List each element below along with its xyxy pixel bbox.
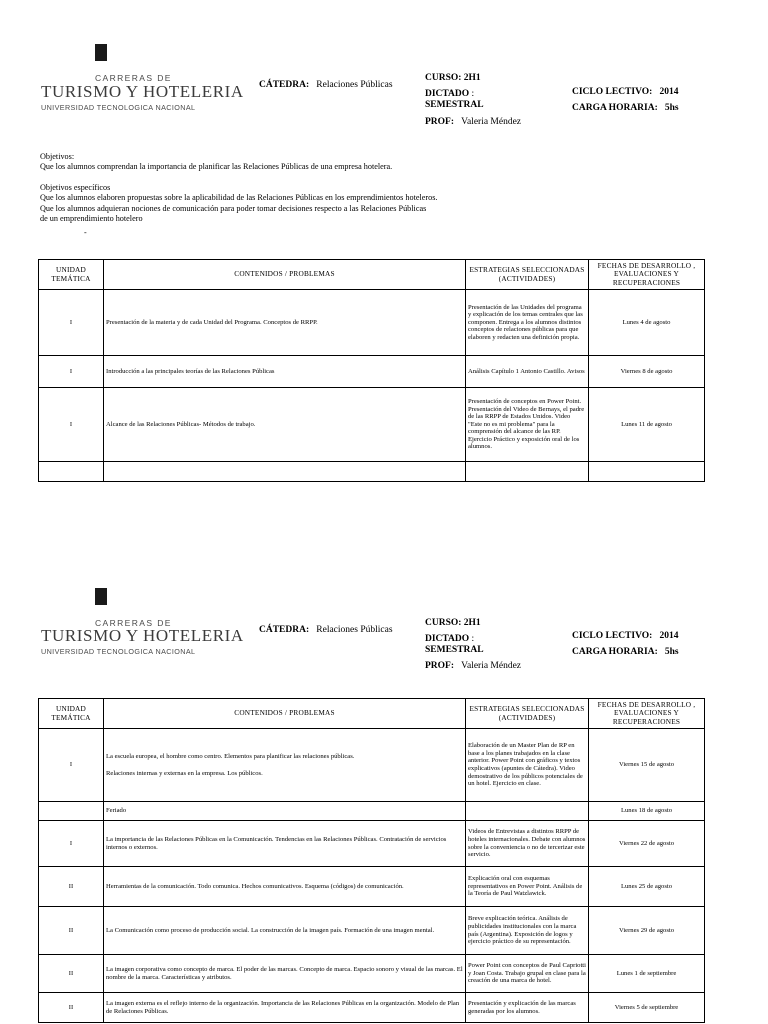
row-strategy: Presentación de las Unidades del programa y explicación de los temas centrales que las componen. Entrega a los alumnos distintos conceptos de relaciones públicas para que elaboren y redacten una definición propia.	[466, 290, 589, 356]
header-strategies: ESTRATEGIAS SELECCIONADAS (ACTIVIDADES)	[466, 699, 589, 729]
row-unit: I	[39, 388, 104, 462]
row-unit: II	[39, 907, 104, 955]
table-row	[39, 821, 705, 867]
curso: CURSO: 2H1	[425, 618, 481, 628]
row-content	[104, 462, 466, 482]
row-strategy: Breve explicación teórica. Análisis de publicidades institucionales con la marca país (Argentina). Exposición de logos y ejercicio práctico de su representación.	[466, 907, 589, 955]
logo-mark-icon	[95, 588, 107, 605]
row-content: Introducción a las principales teorías de las Relaciones Públicas	[104, 356, 466, 388]
row-content: La imagen corporativa como concepto de marca. El poder de las marcas. Concepto de marca. Espacio sonoro y visual de las marcas. El nombre de la marca. Características y atributos.	[104, 955, 466, 993]
plan-table-page-2	[38, 698, 705, 1023]
header-strategies: ESTRATEGIAS SELECCIONADAS (ACTIVIDADES)	[466, 260, 589, 290]
header-dates: FECHAS DE DESARROLLO , EVALUACIONES Y RECUPERACIONES	[589, 260, 705, 290]
row-date: Lunes 1 de septiembre	[589, 955, 705, 993]
ciclo-lectivo: CICLO LECTIVO: 2014	[572, 631, 679, 641]
table-row-empty	[39, 462, 705, 482]
row-date	[589, 462, 705, 482]
header-contents: CONTENIDOS / PROBLEMAS	[104, 260, 466, 290]
dictado-value: SEMESTRAL	[425, 645, 484, 655]
table-row	[39, 907, 705, 955]
table-row	[39, 729, 705, 802]
catedra: CÁTEDRA: Relaciones Públicas	[259, 625, 393, 635]
table-header-row	[39, 699, 705, 729]
prof: PROF: Valeria Méndez	[425, 117, 522, 127]
row-strategy: Power Point con conceptos de Paul Capriotti y Joan Costa. Trabajo grupal en clase para la creación de una marca de hotel.	[466, 955, 589, 993]
row-content-b: Relaciones internas y externas en la empresa. Los públicos.	[106, 769, 263, 777]
curso: CURSO: 2H1	[425, 73, 481, 83]
objective-specific-2a: Que los alumnos adquieran nociones de comunicación para poder tomar decisiones respecto a las Relaciones Públicas	[40, 203, 427, 213]
objectives-block	[40, 152, 540, 224]
row-strategy: Análisis Capítulo 1 Antonio Castillo. Avisos	[466, 356, 589, 388]
table-header-row	[39, 260, 705, 290]
objective-general: Que los alumnos comprendan la importancia de planificar las Relaciones Públicas de una empresa hotelera.	[40, 162, 393, 172]
dictado-value: SEMESTRAL	[425, 100, 484, 110]
row-strategy: Videos de Entrevistas a distintos RRPP de hoteles internacionales. Debate con alumnos sobre la conveniencia o no de tercerizar este servicio.	[466, 821, 589, 867]
objective-specific-2b: de un emprendimiento hotelero	[40, 214, 143, 224]
row-unit	[39, 802, 104, 821]
row-strategy: Presentación y explicación de las marcas generadas por los alumnos.	[466, 993, 589, 1023]
objectives-title: Objetivos:	[40, 152, 75, 161]
carga-horaria: CARGA HORARIA: 5hs	[572, 103, 679, 113]
row-unit	[39, 462, 104, 482]
table-row	[39, 388, 705, 462]
carga-horaria: CARGA HORARIA: 5hs	[572, 647, 679, 657]
row-strategy	[466, 802, 589, 821]
row-date: Lunes 25 de agosto	[589, 867, 705, 907]
catedra: CÁTEDRA: Relaciones Públicas	[259, 80, 393, 90]
row-content: La imagen externa es el reflejo interno de la organización. Importancia de las Relaciones Públicas en la organización. Modelo de Plan de Relaciones Públicas.	[104, 993, 466, 1023]
table-row	[39, 802, 705, 821]
objectives-specific-title: Objetivos específicos	[40, 182, 111, 192]
row-date: Viernes 5 de septiembre	[589, 993, 705, 1023]
table-row	[39, 993, 705, 1023]
row-strategy: Presentación de conceptos en Power Point. Presentación del Video de Bernays, el padre de las RRPP de Estados Unidos. Video "Este no es mi problema" para la comprensión del alcance de las RP. Ejercicio Práctico y exposición oral de los alumnos.	[466, 388, 589, 462]
objective-specific-1: Que los alumnos elaboren propuestas sobre la aplicabilidad de las Relaciones Públicas en los emprendimientos hoteleros.	[40, 193, 438, 203]
logo-line-2: TURISMO Y HOTELERIA	[41, 626, 244, 645]
prof: PROF: Valeria Méndez	[425, 661, 522, 671]
row-unit: I	[39, 821, 104, 867]
header-unit: UNIDAD TEMÁTICA	[39, 260, 104, 290]
row-content: Presentación de la materia y de cada Unidad del Programa. Conceptos de RRPP.	[104, 290, 466, 356]
row-date: Viernes 8 de agosto	[589, 356, 705, 388]
row-strategy: Explicación oral con esquemas representativos en Power Point. Análisis de la Teoría de Paul Watzlawick.	[466, 867, 589, 907]
row-date: Lunes 11 de agosto	[589, 388, 705, 462]
table-row	[39, 356, 705, 388]
ciclo-lectivo: CICLO LECTIVO: 2014	[572, 87, 679, 97]
row-strategy	[466, 462, 589, 482]
row-content	[104, 729, 466, 802]
row-unit: I	[39, 290, 104, 356]
plan-table-page-1	[38, 259, 705, 482]
dictado-label: DICTADO :	[425, 634, 475, 644]
header-dates: FECHAS DE DESARROLLO , EVALUACIONES Y RECUPERACIONES	[589, 699, 705, 729]
row-unit: II	[39, 867, 104, 907]
logo-line-3: UNIVERSIDAD TECNOLOGICA NACIONAL	[41, 647, 196, 656]
row-date: Viernes 15 de agosto	[589, 729, 705, 802]
row-content: La importancia de las Relaciones Públicas en la Comunicación. Tendencias en las Relaciones Públicas. Contratación de servicios internos o externos.	[104, 821, 466, 867]
logo-line-2: TURISMO Y HOTELERIA	[41, 82, 244, 101]
table-row	[39, 290, 705, 356]
logo-line-1: CARRERAS DE	[95, 618, 172, 628]
row-unit: II	[39, 955, 104, 993]
row-date: Lunes 4 de agosto	[589, 290, 705, 356]
header-unit: UNIDAD TEMÁTICA	[39, 699, 104, 729]
dash-mark: -	[84, 228, 87, 237]
logo-mark-icon	[95, 44, 107, 61]
logo-line-1: CARRERAS DE	[95, 73, 172, 83]
header-contents: CONTENIDOS / PROBLEMAS	[104, 699, 466, 729]
row-content: Alcance de las Relaciones Públicas- Métodos de trabajo.	[104, 388, 466, 462]
table-row	[39, 867, 705, 907]
row-content: Feriado	[104, 802, 466, 821]
row-date: Lunes 18 de agosto	[589, 802, 705, 821]
row-date: Viernes 22 de agosto	[589, 821, 705, 867]
row-content-a: La escuela europea, el hombre como centro. Elementos para planificar las relaciones públicas.	[106, 752, 355, 760]
row-strategy: Elaboración de un Master Plan de RP en base a los planes trabajados en la clase anterior. Power Point con gráficos y textos explicativos (apuntes de Cátedra). Video demostrativo de los públicos potenciales de un hotel. Ejercicio en clase.	[466, 729, 589, 802]
row-unit: I	[39, 356, 104, 388]
table-row	[39, 955, 705, 993]
page-separator	[0, 512, 768, 560]
row-unit: II	[39, 993, 104, 1023]
row-content: La Comunicación como proceso de producción social. La construcción de la imagen país. Formación de una imagen mental.	[104, 907, 466, 955]
row-date: Viernes 29 de agosto	[589, 907, 705, 955]
row-unit: I	[39, 729, 104, 802]
dictado-label: DICTADO :	[425, 89, 475, 99]
document-page-2	[0, 560, 768, 1024]
row-content: Herramientas de la comunicación. Todo comunica. Hechos comunicativos. Esquema (códigos) de comunicación.	[104, 867, 466, 907]
logo-line-3: UNIVERSIDAD TECNOLOGICA NACIONAL	[41, 103, 196, 112]
